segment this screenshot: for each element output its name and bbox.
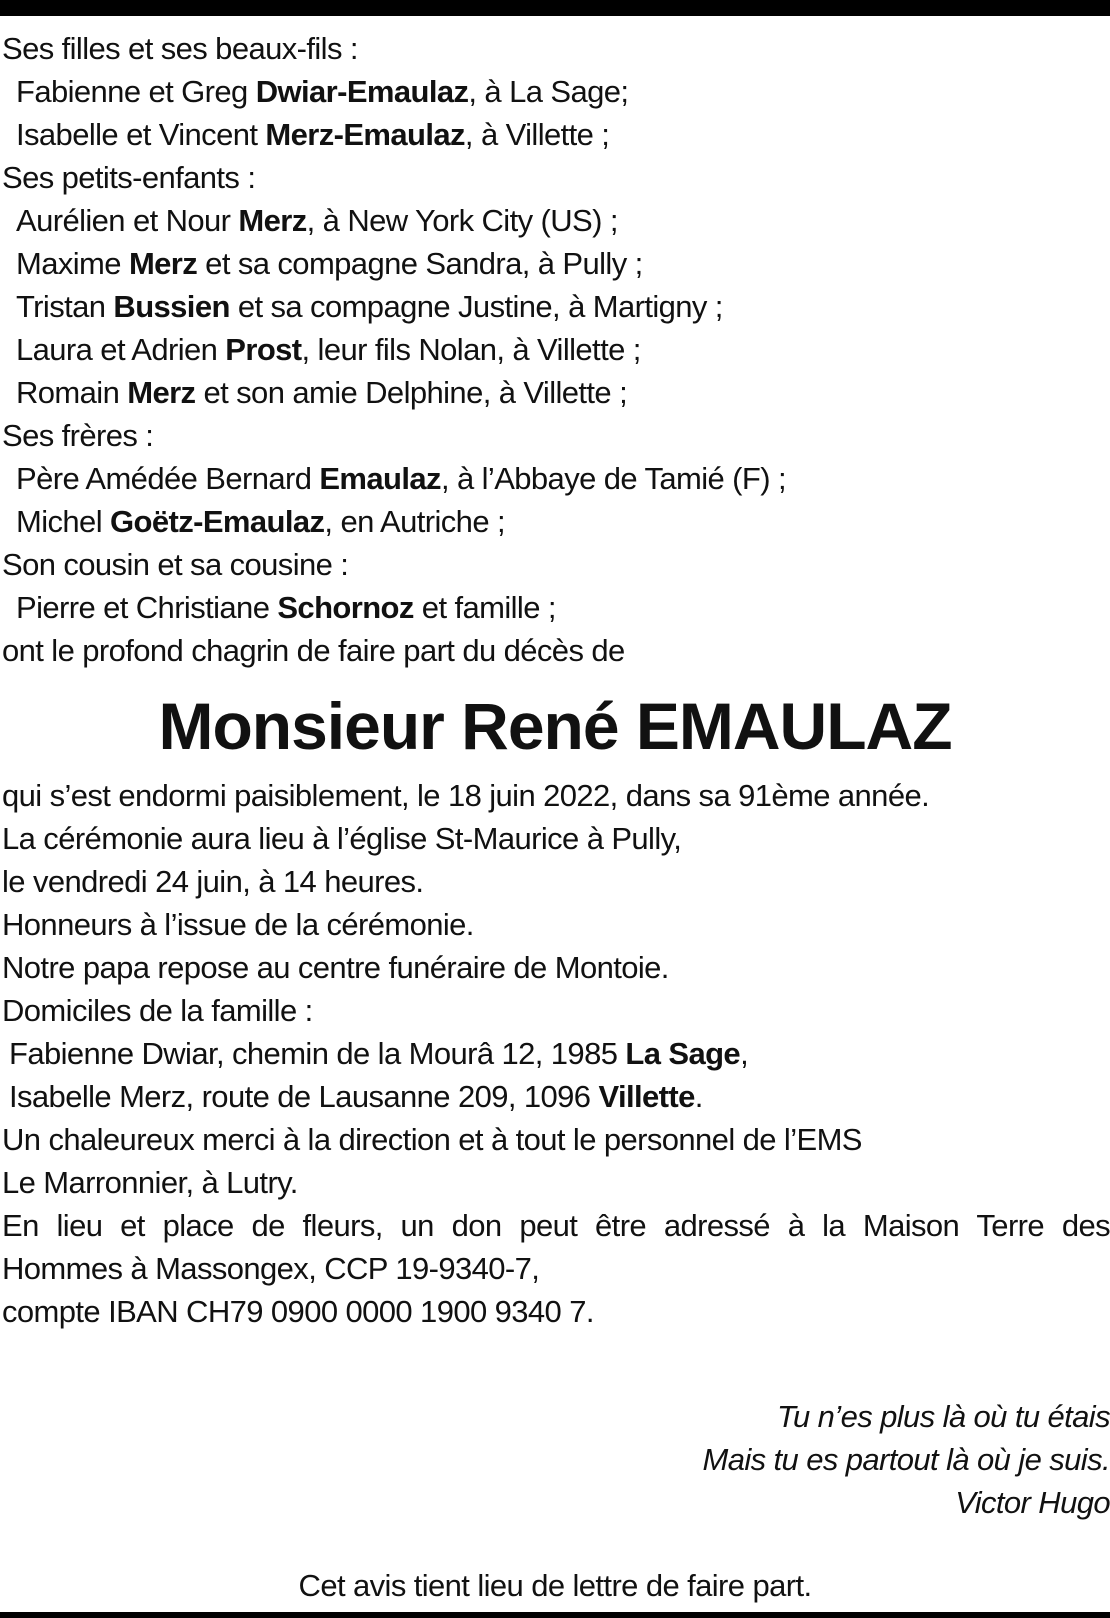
bottom-rule — [0, 1612, 1110, 1618]
donation-line: compte IBAN CH79 0900 0000 1900 9340 7. — [2, 1294, 594, 1329]
details-line: Honneurs à l’issue de la cérémonie. — [2, 907, 474, 942]
family-entry: Michel Goëtz-Emaulaz, en Autriche ; — [16, 504, 505, 539]
family-entry: Fabienne et Greg Dwiar-Emaulaz, à La Sage; — [16, 74, 629, 109]
family-entry: Isabelle et Vincent Merz-Emaulaz, à Villette ; — [16, 117, 610, 152]
footer-note: Cet avis tient lieu de lettre de faire part. — [298, 1568, 812, 1603]
cousins-heading: Son cousin et sa cousine : — [2, 547, 349, 582]
family-entry: Père Amédée Bernard Emaulaz, à l’Abbaye de Tamié (F) ; — [16, 461, 786, 496]
details-line: le vendredi 24 juin, à 14 heures. — [2, 864, 424, 899]
family-entry: Romain Merz et son amie Delphine, à Villette ; — [16, 375, 628, 410]
quote-line: Tu n’es plus là où tu étais — [776, 1399, 1110, 1434]
details-line: Notre papa repose au centre funéraire de Montoie. — [2, 950, 669, 985]
domicile-entry: Isabelle Merz, route de Lausanne 209, 1096 Villette. — [9, 1079, 703, 1114]
daughters-heading: Ses filles et ses beaux-fils : — [2, 31, 358, 66]
thanks-line: Un chaleureux merci à la direction et à tout le personnel de l’EMS — [2, 1122, 862, 1157]
family-entry: Laura et Adrien Prost, leur fils Nolan, à Villette ; — [16, 332, 641, 367]
top-rule — [0, 0, 1110, 16]
brothers-heading: Ses frères : — [2, 418, 154, 453]
domiciles-heading: Domiciles de la famille : — [2, 993, 313, 1028]
details-line: La cérémonie aura lieu à l’église St-Maurice à Pully, — [2, 821, 682, 856]
quote-block — [0, 1395, 1110, 1524]
thanks-line: Le Marronnier, à Lutry. — [2, 1165, 298, 1200]
quote-line: Mais tu es partout là où je suis. — [702, 1442, 1110, 1477]
announcement-text: ont le profond chagrin de faire part du décès de — [2, 633, 625, 668]
family-entry: Tristan Bussien et sa compagne Justine, à Martigny ; — [16, 289, 723, 324]
family-entry: Maxime Merz et sa compagne Sandra, à Pully ; — [16, 246, 643, 281]
family-entry: Aurélien et Nour Merz, à New York City (US) ; — [16, 203, 618, 238]
details-line: qui s’est endormi paisiblement, le 18 juin 2022, dans sa 91ème année. — [2, 778, 930, 813]
domicile-entry: Fabienne Dwiar, chemin de la Mourâ 12, 1985 La Sage, — [9, 1036, 749, 1071]
obituary-notice — [0, 27, 1110, 1607]
donation-line: Hommes à Massongex, CCP 19-9340-7, — [2, 1251, 540, 1286]
deceased-name: Monsieur René EMAULAZ — [158, 689, 952, 763]
donation-line: En lieu et place de fleurs, un don peut être adressé à la Maison Terre des — [2, 1208, 1110, 1243]
grandchildren-heading: Ses petits-enfants : — [2, 160, 256, 195]
quote-author: Victor Hugo — [955, 1485, 1110, 1520]
family-entry: Pierre et Christiane Schornoz et famille ; — [16, 590, 556, 625]
